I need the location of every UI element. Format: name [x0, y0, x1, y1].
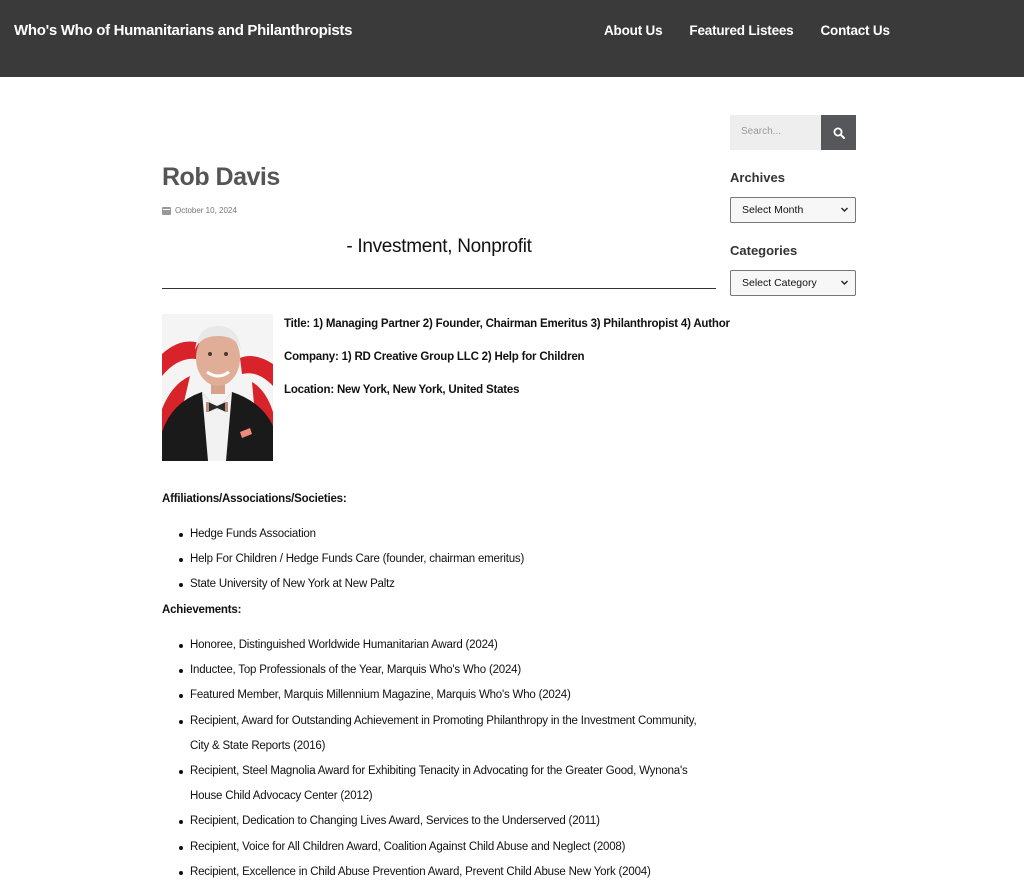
categories-heading: Categories — [730, 243, 798, 258]
achievements-list — [190, 633, 710, 885]
affiliations-heading: Affiliations/Associations/Societies: — [162, 493, 347, 505]
site-title[interactable]: Who's Who of Humanitarians and Philanthropists — [14, 22, 353, 39]
profile-location: Location: New York, New York, United States — [284, 384, 520, 396]
affiliations-list — [190, 522, 710, 598]
list-item: Recipient, Award for Outstanding Achievement in Promoting Philanthropy in the Investment Community, City & State Reports (2016) — [190, 709, 710, 759]
site-header — [0, 0, 1024, 77]
main-nav — [604, 23, 890, 38]
achievements-heading: Achievements: — [162, 604, 242, 616]
nav-about-us[interactable]: About Us — [604, 23, 663, 38]
categories-select-value: Select Category — [742, 277, 817, 289]
list-item: Recipient, Dedication to Changing Lives Award, Services to the Underserved (2011) — [190, 809, 710, 834]
search-icon — [833, 127, 845, 139]
list-item: Recipient, Steel Magnolia Award for Exhibiting Tenacity in Advocating for the Greater Good, Wynona's House Child Advocacy Center (2012) — [190, 759, 710, 809]
list-item: Recipient, Voice for All Children Award, Coalition Against Child Abuse and Neglect (2008) — [190, 835, 710, 860]
archives-select-value: Select Month — [742, 204, 804, 216]
search-button[interactable] — [821, 115, 856, 150]
nav-contact-us[interactable]: Contact Us — [820, 23, 890, 38]
profile-company: Company: 1) RD Creative Group LLC 2) Help for Children — [284, 351, 585, 363]
profile-photo — [162, 314, 273, 461]
post-title: Rob Davis — [162, 163, 280, 191]
nav-featured-listees[interactable]: Featured Listees — [689, 23, 794, 38]
list-item: Featured Member, Marquis Millennium Magazine, Marquis Who's Who (2024) — [190, 683, 710, 708]
archives-select[interactable] — [730, 197, 856, 223]
profile-info — [284, 318, 730, 417]
list-item: State University of New York at New Paltz — [190, 572, 710, 597]
archives-heading: Archives — [730, 170, 785, 185]
search-input[interactable]: Search... — [730, 115, 821, 150]
list-item: Hedge Funds Association — [190, 522, 710, 547]
post-date[interactable]: October 10, 2024 — [175, 206, 237, 215]
chevron-down-icon — [840, 278, 849, 287]
list-item: Help For Children / Hedge Funds Care (founder, chairman emeritus) — [190, 547, 710, 572]
profile-title: Title: 1) Managing Partner 2) Founder, Chairman Emeritus 3) Philanthropist 4) Author — [284, 318, 730, 330]
categories-select[interactable] — [730, 270, 856, 296]
list-item: Recipient, Excellence in Child Abuse Prevention Award, Prevent Child Abuse New York (2004) — [190, 860, 710, 885]
chevron-down-icon — [840, 205, 849, 214]
post-subtitle: - Investment, Nonprofit — [346, 236, 532, 257]
divider — [162, 288, 716, 289]
calendar-icon — [162, 206, 171, 215]
list-item: Honoree, Distinguished Worldwide Humanitarian Award (2024) — [190, 633, 710, 658]
list-item: Inductee, Top Professionals of the Year, Marquis Who's Who (2024) — [190, 658, 710, 683]
post-meta — [162, 206, 237, 215]
